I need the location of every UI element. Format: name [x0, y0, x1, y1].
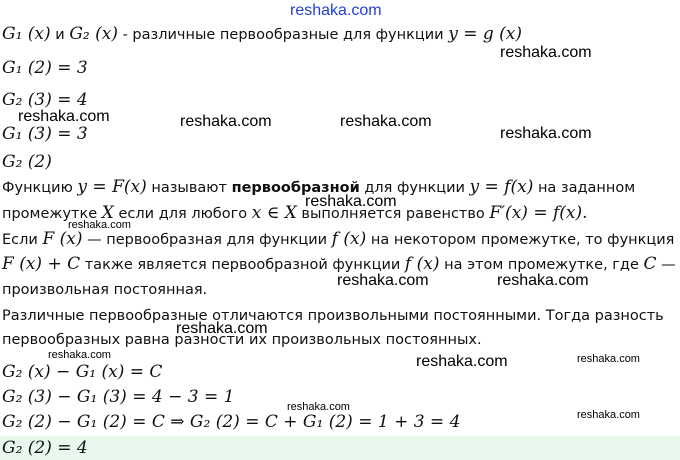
watermark: reshaka.com	[577, 353, 640, 365]
math-g1: G₁ (x)	[2, 24, 51, 44]
watermark: reshaka.com	[416, 353, 508, 370]
watermark: reshaka.com	[287, 401, 350, 413]
find-g2-2: G₂ (2)	[2, 152, 52, 172]
watermark: reshaka.com	[48, 349, 111, 361]
answer-highlight	[0, 436, 680, 460]
equation-solution: G₂ (2) − G₁ (2) = C ⇒ G₂ (2) = C + G₁ (2) = 1 + 3 = 4	[2, 412, 461, 432]
math-function: y = g (x)	[448, 24, 522, 44]
explanation-line-2: первообразных равна разности их произвольных постоянных.	[2, 332, 482, 348]
theorem-line-1: Если F (x) — первообразная для функции f (x) на некотором промежутке, то функция	[2, 229, 675, 249]
problem-statement: G₁ (x) и G₂ (x) - различные первообразные для функции y = g (x)	[2, 24, 522, 44]
watermark-top: reshaka.com	[290, 2, 382, 19]
term-antiderivative: первообразной	[231, 180, 360, 196]
given-g1-2: G₁ (2) = 3	[2, 58, 88, 78]
theorem-line-3: произвольная постоянная.	[2, 282, 208, 298]
watermark: reshaka.com	[305, 193, 397, 210]
watermark: reshaka.com	[176, 320, 268, 337]
definition-line-2: промежутке X если для любого x ∈ X выполняется равенство F′(x) = f(x).	[2, 203, 588, 223]
equation-difference: G₂ (x) − G₁ (x) = C	[2, 362, 163, 382]
watermark: reshaka.com	[18, 108, 110, 125]
watermark: reshaka.com	[68, 219, 131, 231]
watermark: reshaka.com	[337, 272, 429, 289]
given-g1-3: G₁ (3) = 3	[2, 124, 88, 144]
watermark: reshaka.com	[500, 125, 592, 142]
watermark: reshaka.com	[340, 113, 432, 130]
definition-line-1: Функцию y = F(x) называют первообразной для функции y = f(x) на заданном	[2, 177, 636, 197]
equation-constant: G₂ (3) − G₁ (3) = 4 − 3 = 1	[2, 387, 235, 407]
watermark: reshaka.com	[180, 113, 272, 130]
watermark: reshaka.com	[500, 44, 592, 61]
explanation-line-1: Различные первообразные отличаются произвольными постоянными. Тогда разность	[2, 308, 664, 324]
math-g2: G₂ (x)	[69, 24, 118, 44]
given-g2-3: G₂ (3) = 4	[2, 90, 88, 110]
watermark: reshaka.com	[497, 272, 589, 289]
theorem-line-2: F (x) + C также является первообразной функции f (x) на этом промежутке, где C —	[2, 254, 676, 274]
watermark: reshaka.com	[577, 409, 640, 421]
answer: G₂ (2) = 4	[2, 438, 88, 458]
